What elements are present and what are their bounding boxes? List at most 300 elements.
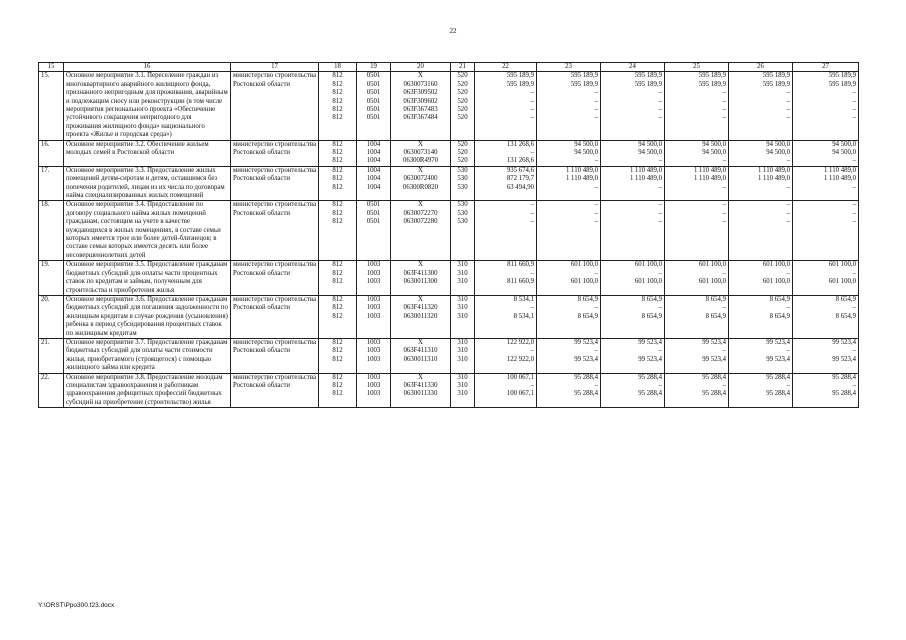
value-2021-cell [601,373,665,408]
value-2020: 595 189,9 [570,80,598,88]
section-code: 1003 [366,261,381,269]
value-2019: 131 268,6 [506,157,534,165]
column-header: 27 [793,63,859,72]
value-2019: – [530,114,534,122]
value-2024: 595 189,9 [828,72,856,80]
value-2020-cell [537,373,601,408]
value-2019-cell [475,261,537,296]
value-2024-cell [793,201,859,261]
target-code-cell [391,295,451,338]
section-code: 1004 [366,140,381,148]
section-code: 0501 [366,105,381,113]
value-2019: – [530,97,534,105]
grbs-code-cell [319,295,357,338]
value-2024: – [852,304,856,312]
section-code: 0501 [366,89,381,97]
value-2023-cell [729,166,793,201]
value-2020: 8 654,9 [577,312,598,320]
value-2020: 601 100,0 [570,278,598,286]
value-2023: 94 500,0 [766,140,790,148]
value-2020-cell [537,201,601,261]
value-2021-cell [601,166,665,201]
column-header: 21 [451,63,475,72]
target-code: 0630073160 [403,80,438,88]
value-2020: – [594,105,598,113]
header-row [39,63,859,72]
value-2021-cell [601,338,665,373]
activity-description: Основное мероприятие 3.1. Переселение граждан из многоквартирного аварийного жилищного фонда, признанного непригодным для проживания, аварийным и подлежащим сносу или реконструкции (в том числе мероприятия регионального проекта «Обеспечение устойчивого сокращения непригодного для проживания жилищного фонда» национального проекта «Жилье и городская среда») [64,72,231,140]
value-2022: – [722,209,726,217]
table-row [39,140,859,166]
value-2020: – [594,381,598,389]
target-code-cell [391,373,451,408]
row-number: 21. [39,338,64,373]
value-2022: 601 100,0 [698,261,726,269]
value-2021-cell [601,140,665,166]
value-2022-cell [665,295,729,338]
value-2024: 95 288,4 [832,373,856,381]
grbs-code: 812 [332,381,343,389]
activity-description: Основное мероприятие 3.3. Предоставление жилых помещений детям-сиротам и детям, оставшимся без попечения родителей, лицам из их числа по договорам найма специализированных жилых помещений [64,166,231,201]
grbs-code: 812 [332,347,343,355]
expense-type: 310 [457,347,468,355]
target-code: 0630011300 [403,278,438,286]
expense-type: 530 [457,175,468,183]
value-2021: – [658,105,662,113]
value-2022: 595 189,9 [698,72,726,80]
executor: министерство строительства Ростовской области [231,373,319,408]
grbs-code: 812 [332,304,343,312]
activity-description: Основное мероприятие 3.4. Предоставление по договору социального найма жилых помещений гражданам, состоящим на учете в качестве нуждающихся в жилых помещениях, в составе семьи которых имеется трое или более детей-близнецов; в составе семьи которых имеется десять или более несовершеннолетних детей [64,201,231,261]
value-2023-cell [729,373,793,408]
target-code: 063F411300 [403,269,438,277]
target-code-cell [391,261,451,296]
executor: министерство строительства Ростовской области [231,295,319,338]
target-code: 0630072280 [403,218,438,226]
value-2024: 99 523,4 [832,355,856,363]
value-2024: – [852,105,856,113]
value-2019: 63 494,90 [506,183,534,191]
target-code: 0630011310 [403,355,438,363]
expense-type: 520 [457,157,468,165]
value-2021: – [658,269,662,277]
value-2021: 94 500,0 [638,149,662,157]
value-2020: 99 523,4 [574,338,598,346]
grbs-code: 812 [332,89,343,97]
expense-type: 530 [457,166,468,174]
target-code: 0630072400 [403,175,438,183]
row-number: 20. [39,295,64,338]
expense-type-cell [451,166,475,201]
grbs-code: 812 [332,72,343,80]
expense-type-cell [451,140,475,166]
section-code: 0501 [366,209,381,217]
value-2019: 935 674,6 [506,166,534,174]
value-2023-cell [729,338,793,373]
value-2020: – [594,304,598,312]
value-2024: – [852,183,856,191]
value-2022: 99 523,4 [702,338,726,346]
section-code: 1003 [366,390,381,398]
activity-description: Основное мероприятие 3.8. Предоставление молодым специалистам здравоохранения и работникам здравоохранения дефицитных профессий бюджетных субсидий на приобретение (строительство) жилья [64,373,231,408]
value-2024: – [852,201,856,209]
value-2021: – [658,218,662,226]
column-header: 17 [231,63,319,72]
value-2022: – [722,218,726,226]
section-code: 1003 [366,304,381,312]
value-2023: 1 110 489,0 [757,166,790,174]
value-2024: 1 110 489,0 [823,166,856,174]
value-2019-cell [475,201,537,261]
value-2020: – [594,114,598,122]
executor: министерство строительства Ростовской области [231,140,319,166]
value-2020-cell [537,166,601,201]
value-2021: – [658,304,662,312]
expense-type-cell [451,72,475,140]
value-2022: 601 100,0 [698,278,726,286]
value-2023: – [786,304,790,312]
value-2021: 95 288,4 [638,373,662,381]
value-2023: – [786,183,790,191]
value-2024: – [852,97,856,105]
value-2024-cell [793,261,859,296]
value-2024-cell [793,295,859,338]
page-number: 22 [449,27,457,35]
grbs-code: 812 [332,269,343,277]
section-code-cell [357,201,391,261]
value-2020: 8 654,9 [577,295,598,303]
table-row [39,201,859,261]
value-2023: – [786,209,790,217]
row-number: 19. [39,261,64,296]
row-number: 16. [39,140,64,166]
target-code: X [418,72,423,80]
value-2019: – [530,347,534,355]
budget-table [38,62,859,408]
column-header: 15 [39,63,64,72]
section-code: 1003 [366,373,381,381]
value-2019: 122 922,0 [506,355,534,363]
value-2020-cell [537,295,601,338]
expense-type: 310 [457,278,468,286]
section-code: 0501 [366,218,381,226]
grbs-code: 812 [332,278,343,286]
value-2020-cell [537,261,601,296]
target-code: 0630011320 [403,312,438,320]
value-2021: 1 110 489,0 [629,166,662,174]
expense-type: 520 [457,89,468,97]
target-code: X [418,338,423,346]
activity-description: Основное мероприятие 3.2. Обеспечение жильем молодых семей в Ростовской области [64,140,231,166]
target-code-cell [391,140,451,166]
expense-type-cell [451,338,475,373]
section-code-cell [357,166,391,201]
section-code-cell [357,72,391,140]
value-2022: – [722,97,726,105]
value-2020: – [594,183,598,191]
grbs-code: 812 [332,157,343,165]
target-code: X [418,261,423,269]
value-2022: 94 500,0 [702,149,726,157]
value-2019: 8 534,1 [513,295,534,303]
table-row [39,166,859,201]
value-2022-cell [665,72,729,140]
value-2023: – [786,269,790,277]
value-2021: 595 189,9 [634,80,662,88]
expense-type: 530 [457,218,468,226]
value-2023: 1 110 489,0 [757,175,790,183]
value-2024: 595 189,9 [828,80,856,88]
target-code: X [418,201,423,209]
value-2019: 595 189,9 [506,72,534,80]
grbs-code: 812 [332,175,343,183]
value-2020: – [594,347,598,355]
target-code: 06300R4970 [402,157,439,165]
section-code-cell [357,373,391,408]
grbs-code: 812 [332,338,343,346]
value-2022: 95 288,4 [702,373,726,381]
grbs-code: 812 [332,201,343,209]
value-2024: – [852,89,856,97]
value-2021: – [658,381,662,389]
value-2019: 100 067,1 [506,390,534,398]
section-code: 0501 [366,114,381,122]
value-2022: – [722,114,726,122]
section-code: 1003 [366,355,381,363]
table-row [39,295,859,338]
target-code-cell [391,166,451,201]
grbs-code-cell [319,140,357,166]
column-header: 23 [537,63,601,72]
value-2021-cell [601,72,665,140]
value-2024: – [852,381,856,389]
value-2023: – [786,201,790,209]
grbs-code-cell [319,373,357,408]
value-2019-cell [475,166,537,201]
column-header: 22 [475,63,537,72]
value-2019: – [530,89,534,97]
value-2024: – [852,209,856,217]
value-2023: – [786,97,790,105]
target-code: X [418,373,423,381]
value-2020: 1 110 489,0 [565,175,598,183]
value-2021-cell [601,261,665,296]
value-2021: 95 288,4 [638,390,662,398]
value-2024: 94 500,0 [832,149,856,157]
expense-type: 310 [457,338,468,346]
value-2022: – [722,381,726,389]
value-2019-cell [475,140,537,166]
value-2024-cell [793,166,859,201]
target-code: 0630011330 [403,390,438,398]
section-code: 1004 [366,166,381,174]
expense-type: 310 [457,355,468,363]
value-2022: – [722,89,726,97]
target-code: X [418,140,423,148]
target-code: 063F411320 [403,304,438,312]
budget-table-wrapper [38,62,858,408]
grbs-code: 812 [332,209,343,217]
value-2021: – [658,347,662,355]
value-2024: 601 100,0 [828,278,856,286]
value-2019: – [530,381,534,389]
value-2022-cell [665,140,729,166]
value-2020-cell [537,338,601,373]
value-2023-cell [729,201,793,261]
value-2020: – [594,89,598,97]
value-2021: – [658,209,662,217]
value-2020: – [594,209,598,217]
section-code-cell [357,338,391,373]
expense-type: 520 [457,114,468,122]
value-2021: 601 100,0 [634,278,662,286]
section-code: 0501 [366,80,381,88]
value-2019-cell [475,338,537,373]
value-2024: – [852,269,856,277]
value-2023: – [786,381,790,389]
value-2024: 601 100,0 [828,261,856,269]
value-2019: 131 268,6 [506,140,534,148]
value-2021-cell [601,201,665,261]
value-2021: 99 523,4 [638,338,662,346]
section-code: 0501 [366,97,381,105]
executor: министерство строительства Ростовской области [231,338,319,373]
value-2019: 872 179,7 [506,175,534,183]
activity-description: Основное мероприятие 3.6. Предоставление гражданам бюджетных субсидий для погашения задолженности по жилищным кредитам в случае рождения (усыновления) ребенка в период субсидирования процентных ставок по жилищным кредитам [64,295,231,338]
column-header: 24 [601,63,665,72]
value-2020: – [594,157,598,165]
value-2019: 122 922,0 [506,338,534,346]
value-2020: – [594,97,598,105]
section-code-cell [357,295,391,338]
grbs-code-cell [319,261,357,296]
expense-type: 520 [457,72,468,80]
expense-type: 530 [457,201,468,209]
value-2021: – [658,183,662,191]
target-code: 063F309602 [403,97,438,105]
section-code: 1003 [366,269,381,277]
executor: министерство строительства Ростовской области [231,166,319,201]
expense-type: 310 [457,261,468,269]
value-2019: 100 067,1 [506,373,534,381]
value-2023: – [786,347,790,355]
table-row [39,72,859,140]
expense-type: 310 [457,312,468,320]
grbs-code: 812 [332,261,343,269]
value-2023: – [786,157,790,165]
value-2022: 95 288,4 [702,390,726,398]
section-code: 1003 [366,312,381,320]
column-header: 16 [64,63,231,72]
value-2024: – [852,347,856,355]
value-2023: 8 654,9 [769,312,790,320]
executor: министерство строительства Ростовской области [231,261,319,296]
target-code: 0630073140 [403,149,438,157]
value-2024: 94 500,0 [832,140,856,148]
grbs-code: 812 [332,114,343,122]
value-2022-cell [665,166,729,201]
value-2019: – [530,105,534,113]
value-2023-cell [729,140,793,166]
table-row [39,261,859,296]
grbs-code: 812 [332,312,343,320]
target-code: 063F411310 [403,347,438,355]
value-2022: – [722,157,726,165]
value-2021: 595 189,9 [634,72,662,80]
value-2021: 99 523,4 [638,355,662,363]
section-code: 1003 [366,295,381,303]
value-2020: 601 100,0 [570,261,598,269]
value-2019: – [530,218,534,226]
target-code: 063F411330 [403,381,438,389]
expense-type: 520 [457,105,468,113]
value-2020: 595 189,9 [570,72,598,80]
grbs-code: 812 [332,80,343,88]
value-2020: 94 500,0 [574,149,598,157]
value-2020: 1 110 489,0 [565,166,598,174]
table-body [39,72,859,408]
expense-type: 310 [457,390,468,398]
value-2022: 99 523,4 [702,355,726,363]
value-2023: – [786,89,790,97]
expense-type: 520 [457,80,468,88]
grbs-code-cell [319,201,357,261]
value-2019-cell [475,72,537,140]
value-2020: 95 288,4 [574,373,598,381]
value-2022: 1 110 489,0 [693,175,726,183]
value-2021: – [658,89,662,97]
expense-type-cell [451,261,475,296]
expense-type: 310 [457,381,468,389]
value-2022: – [722,183,726,191]
target-code: X [418,166,423,174]
value-2019-cell [475,295,537,338]
value-2024: 95 288,4 [832,390,856,398]
value-2020: 99 523,4 [574,355,598,363]
value-2022: 94 500,0 [702,140,726,148]
value-2023-cell [729,295,793,338]
value-2022: 8 654,9 [705,295,726,303]
value-2021: 8 654,9 [641,312,662,320]
value-2023: 595 189,9 [762,80,790,88]
value-2024: – [852,157,856,165]
expense-type-cell [451,201,475,261]
value-2023-cell [729,72,793,140]
section-code: 0501 [366,72,381,80]
value-2019: – [530,149,534,157]
value-2022-cell [665,201,729,261]
target-code-cell [391,72,451,140]
value-2022: – [722,347,726,355]
value-2024: – [852,218,856,226]
value-2023-cell [729,261,793,296]
expense-type-cell [451,295,475,338]
expense-type: 520 [457,149,468,157]
expense-type: 520 [457,140,468,148]
row-number: 22. [39,373,64,408]
value-2024-cell [793,140,859,166]
expense-type: 310 [457,304,468,312]
value-2024-cell [793,72,859,140]
grbs-code: 812 [332,97,343,105]
column-header: 19 [357,63,391,72]
column-header: 18 [319,63,357,72]
value-2024-cell [793,373,859,408]
value-2023: – [786,218,790,226]
value-2022: – [722,201,726,209]
grbs-code: 812 [332,105,343,113]
value-2023: 8 654,9 [769,295,790,303]
